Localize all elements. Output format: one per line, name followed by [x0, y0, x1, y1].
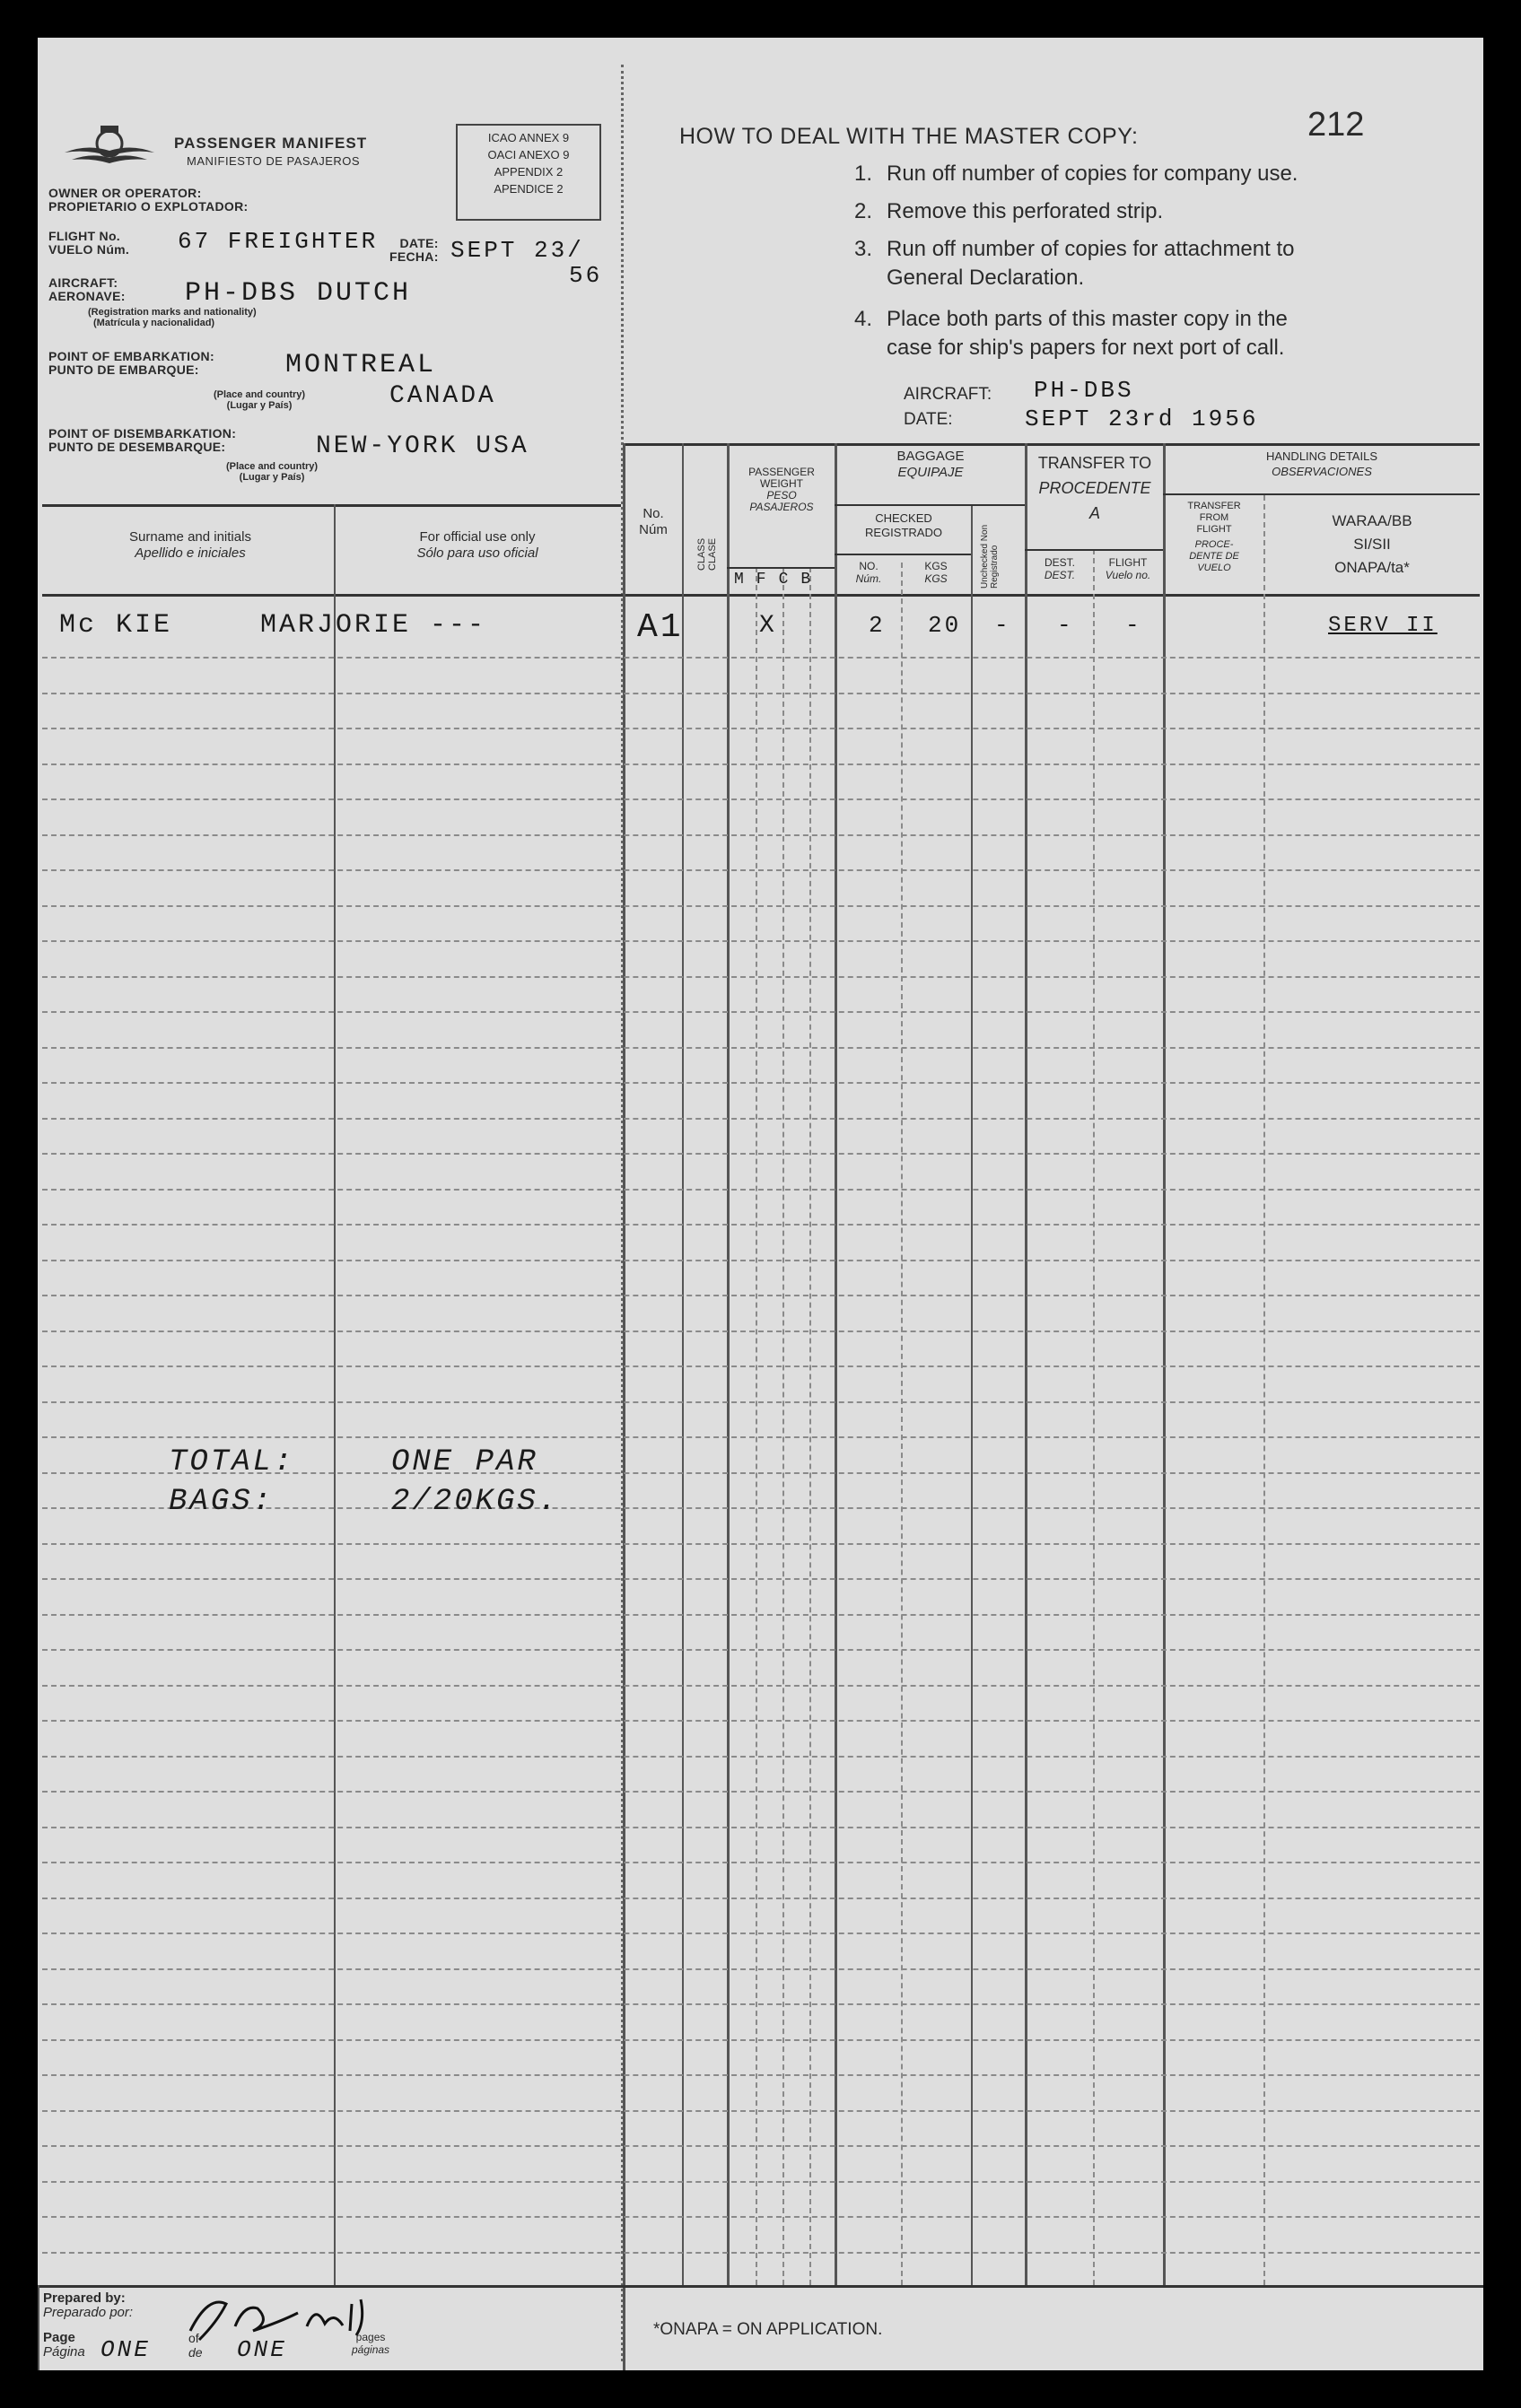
col-baggage-header: BAGGAGE EQUIPAJE	[896, 449, 965, 480]
table-row-line	[42, 798, 1480, 800]
aircraft-label: AIRCRAFT: AERONAVE:	[48, 275, 126, 303]
embarkation-note: (Place and country) (Lugar y País)	[214, 389, 306, 411]
header-rule-right	[623, 443, 1480, 446]
icao-line-4: APENDICE 2	[494, 182, 564, 196]
owner-label: OWNER OR OPERATOR: PROPIETARIO O EXPLOTADOR:	[48, 186, 249, 214]
table-row-line	[42, 1260, 1480, 1261]
embarkation-country: CANADA	[389, 382, 496, 410]
col-dest-header: DEST. DEST.	[1044, 556, 1076, 581]
row-1-name: MARJORIE ---	[260, 610, 487, 641]
row-1-no: A1	[637, 608, 684, 647]
table-row-line	[42, 1118, 1480, 1120]
table-row-line	[42, 1401, 1480, 1403]
table-row-line	[42, 1436, 1480, 1438]
col-line-1	[334, 504, 336, 2285]
col-line-6	[971, 504, 973, 2285]
table-row-line	[42, 1756, 1480, 1758]
of-label: of de	[188, 2331, 203, 2360]
col-handling-header: HANDLING DETAILS OBSERVACIONES	[1265, 449, 1377, 478]
page-label: Page Página	[43, 2330, 85, 2360]
manifest-title: PASSENGER MANIFEST	[174, 135, 368, 152]
table-row-line	[42, 1578, 1480, 1580]
row-1-code: SERV II	[1328, 614, 1438, 638]
checked-rule	[835, 554, 971, 555]
table-row-line	[42, 1082, 1480, 1084]
page-value: ONE	[101, 2336, 151, 2363]
disembarkation-label: POINT OF DISEMBARKATION: PUNTO DE DESEMBARQUE:	[48, 426, 237, 454]
instructions-list	[836, 160, 1464, 362]
table-row-line	[42, 2145, 1480, 2147]
baggage-rule	[835, 504, 1025, 506]
table-row-line	[42, 2252, 1480, 2254]
col-line-2	[623, 443, 625, 2370]
col-line-8	[1163, 443, 1166, 2285]
instruction-1: 1. Run off number of copies for company use.	[853, 161, 1298, 186]
prepared-by-label: Prepared by: Preparado por:	[43, 2290, 134, 2320]
col-mfcb-header: MFCB	[734, 571, 824, 589]
instruction-3: 3. Run off number of copies for attachment to	[853, 237, 1295, 261]
table-row-line	[42, 1898, 1480, 1899]
page-number-stamp: 212	[1307, 106, 1365, 144]
col-line-4	[727, 443, 730, 2285]
disembarkation-value: NEW-YORK USA	[316, 432, 529, 460]
table-row-line	[42, 763, 1480, 765]
date-value: SEPT 23/	[450, 237, 584, 264]
row-1-kgs: 20	[928, 612, 962, 639]
row-1-bag-no: 2	[869, 612, 886, 639]
date-value-year: 56	[569, 262, 603, 289]
table-row-line	[42, 1295, 1480, 1296]
table-row-line	[42, 1047, 1480, 1049]
table-row-line	[42, 2181, 1480, 2183]
instruction-3-cont: General Declaration.	[887, 266, 1085, 290]
icao-line-2: OACI ANEXO 9	[487, 148, 570, 161]
instruction-4-cont: case for ship's papers for next port of call.	[887, 336, 1285, 360]
signature-drawing	[172, 2286, 441, 2349]
row-1-unchecked: -	[994, 612, 1011, 639]
table-row-line	[42, 976, 1480, 978]
aircraft-note: (Registration marks and nationality) (Matrícula y nacionalidad)	[88, 307, 257, 328]
table-row-line	[42, 2216, 1480, 2218]
table-row-line	[42, 2074, 1480, 2076]
header-rule-left	[42, 504, 621, 507]
table-row-line	[42, 2039, 1480, 2041]
strip-date-value: SEPT 23rd 1956	[1025, 406, 1259, 432]
pages-value: ONE	[237, 2336, 287, 2363]
table-row-line	[42, 2003, 1480, 2005]
col-kgs-header: KGS KGS	[924, 560, 948, 585]
strip-labels: AIRCRAFT: DATE:	[904, 385, 992, 429]
row-1-flight: -	[1125, 612, 1142, 639]
col-line-7a	[1093, 549, 1095, 2285]
col-official-header: For official use only Sólo para uso oficial	[416, 529, 538, 561]
table-row-line	[42, 1224, 1480, 1226]
pages-label: pages páginas	[352, 2331, 390, 2356]
table-row-line	[42, 1365, 1480, 1367]
col-codes-header: WARAA/BB SI/SII ONAPA/ta*	[1332, 512, 1412, 576]
embarkation-value: MONTREAL	[285, 350, 437, 380]
table-row-line	[42, 834, 1480, 836]
table-row-line	[42, 940, 1480, 942]
totals-labels: TOTAL: BAGS:	[169, 1445, 295, 1519]
instructions-title: HOW TO DEAL WITH THE MASTER COPY:	[679, 124, 1139, 149]
table-row-line	[42, 657, 1480, 659]
col-bag-no-header: NO. Núm.	[855, 560, 882, 585]
table-row-line	[42, 1331, 1480, 1332]
aircraft-value: PH-DBS DUTCH	[185, 278, 412, 309]
table-row-line	[42, 693, 1480, 694]
col-class-header: CLASS CLASE	[696, 537, 718, 571]
table-row-line	[42, 1189, 1480, 1191]
manifest-title-es: MANIFIESTO DE PASAJEROS	[187, 154, 361, 168]
table-row-line	[42, 869, 1480, 871]
row-1-surname: Mc KIE	[59, 610, 173, 641]
strip-aircraft-value: PH-DBS	[1034, 377, 1134, 404]
col-transfer-from-header: TRANSFER FROM FLIGHT PROCE- DENTE DE VUELO	[1187, 501, 1241, 573]
date-label: DATE: FECHA:	[389, 236, 439, 264]
col-flight-header: FLIGHT Vuelo no.	[1105, 556, 1151, 581]
col-no-header: No. Núm	[639, 506, 668, 537]
footer-left-edge	[38, 2285, 39, 2370]
col-line-4c	[809, 567, 811, 2285]
table-row-line	[42, 1614, 1480, 1616]
icao-line-3: APPENDIX 2	[494, 165, 564, 179]
col-checked-header: CHECKED REGISTRADO	[865, 511, 942, 539]
table-row-line	[42, 1720, 1480, 1722]
flight-value: 67 FREIGHTER	[178, 228, 379, 255]
col-line-5	[835, 443, 837, 2285]
handling-rule	[1163, 493, 1480, 495]
totals-values: ONE PAR 2/20KGS.	[391, 1445, 560, 1519]
table-row-line	[42, 1791, 1480, 1793]
row-1-dest: -	[1057, 612, 1074, 639]
table-row-line	[42, 1827, 1480, 1828]
table-row-line	[42, 1649, 1480, 1651]
col-line-7	[1025, 443, 1027, 2285]
col-line-4a	[756, 567, 757, 2285]
instruction-4: 4. Place both parts of this master copy in the	[853, 307, 1288, 331]
table-row-line	[42, 1011, 1480, 1013]
icao-line-1: ICAO ANNEX 9	[487, 131, 570, 144]
col-weight-header: PASSENGER WEIGHT PESO PASAJEROS	[748, 466, 815, 513]
col-unchecked-header: Unchecked Non Registrado	[980, 524, 1000, 589]
icao-annex-box	[456, 124, 601, 221]
table-row-line	[42, 1968, 1480, 1970]
transfer-rule	[1025, 549, 1163, 551]
embarkation-label: POINT OF EMBARKATION: PUNTO DE EMBARQUE:	[48, 349, 214, 377]
onapa-footnote: *ONAPA = ON APPLICATION.	[653, 2320, 883, 2339]
table-row-line	[42, 728, 1480, 729]
disembarkation-note: (Place and country) (Lugar y País)	[226, 461, 319, 483]
table-row-line	[42, 1543, 1480, 1545]
table-row-line	[42, 1685, 1480, 1687]
manifest-sheet	[38, 38, 1483, 2370]
col-transfer-header: TRANSFER TO PROCEDENTE A	[1037, 454, 1152, 522]
col-line-3	[682, 443, 684, 2285]
klm-crown-logo	[56, 117, 163, 179]
col-line-4b	[782, 567, 784, 2285]
instruction-2: 2. Remove this perforated strip.	[853, 199, 1164, 223]
table-row-line	[42, 905, 1480, 907]
table-row-line	[42, 2110, 1480, 2112]
table-row-line	[42, 1153, 1480, 1155]
row-1-sex: X	[759, 612, 777, 640]
flight-label: FLIGHT No. VUELO Núm.	[48, 229, 130, 257]
col-line-5a	[901, 563, 903, 2285]
weight-rule	[727, 567, 835, 569]
col-surname-header: Surname and initials Apellido e iniciales	[129, 529, 251, 561]
table-row-line	[42, 1862, 1480, 1863]
table-row-line	[42, 1933, 1480, 1934]
